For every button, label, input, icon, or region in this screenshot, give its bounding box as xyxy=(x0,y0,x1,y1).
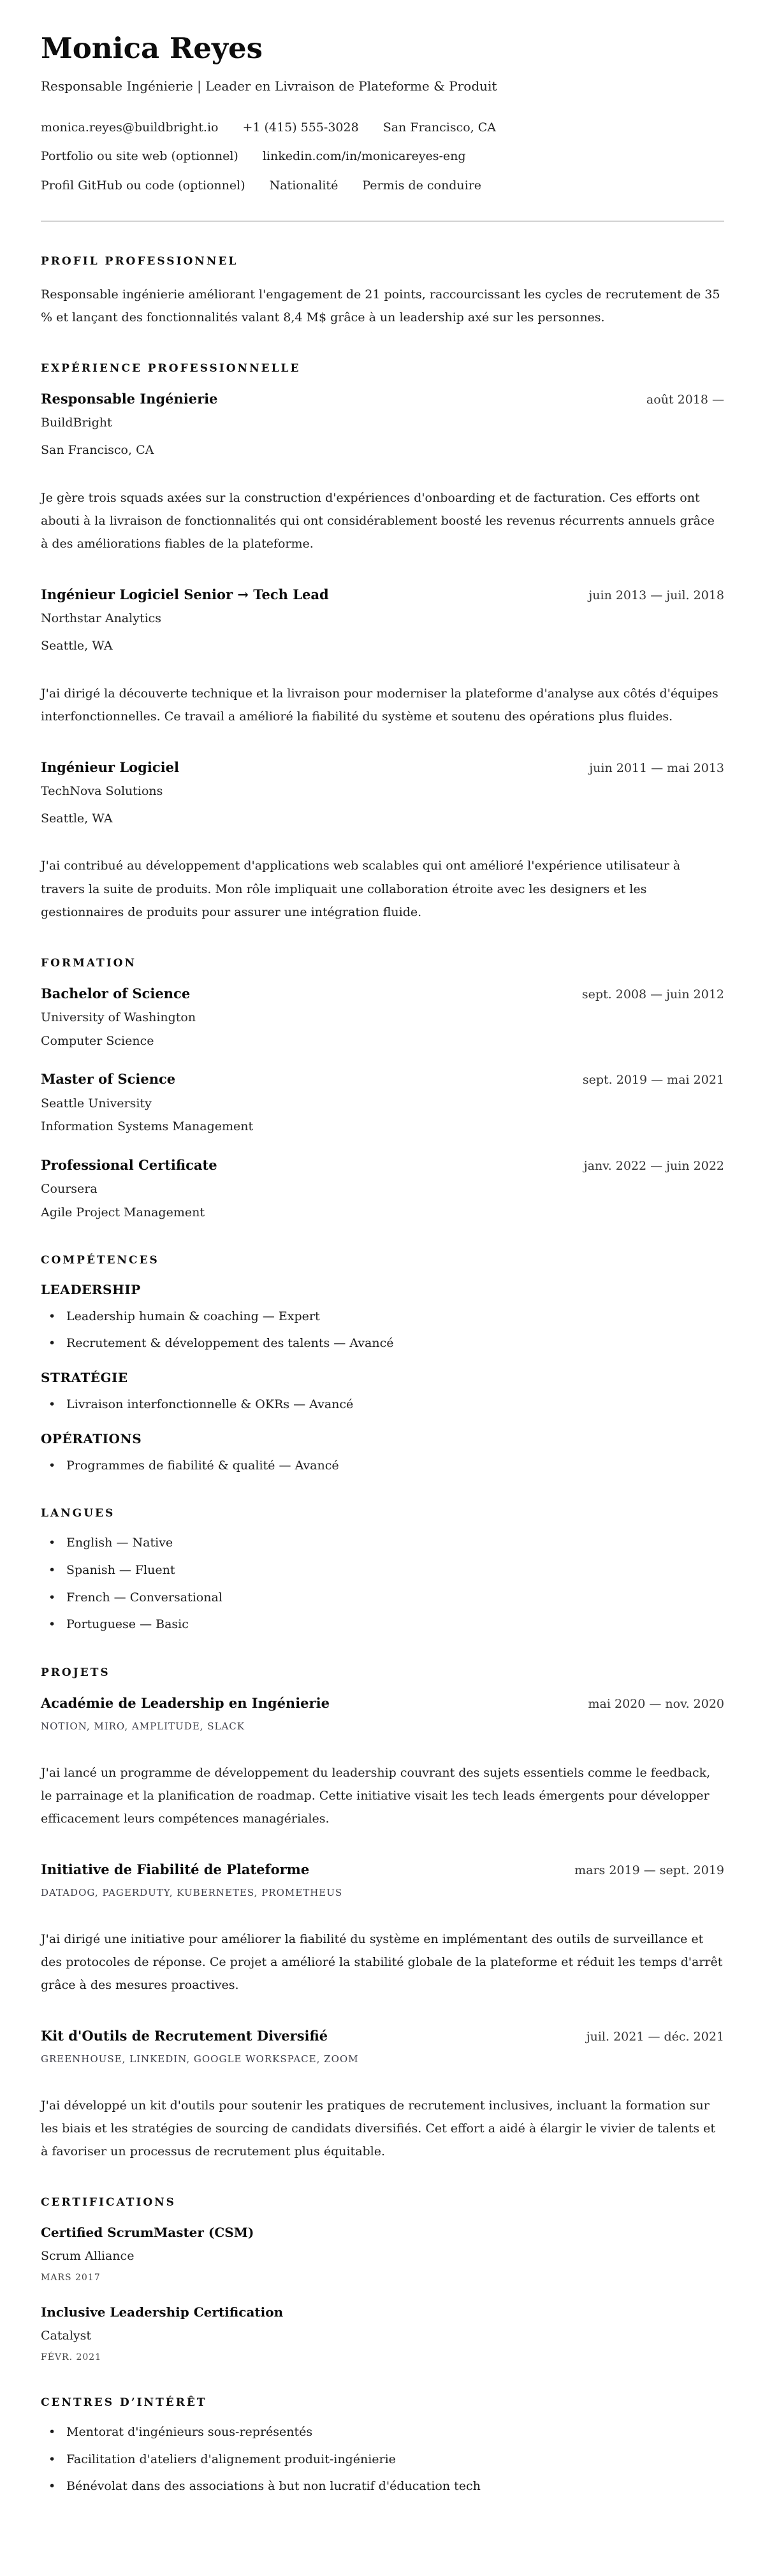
section-heading-projects: PROJETS xyxy=(41,1666,110,1679)
project-title: Académie de Leadership en Ingénierie xyxy=(41,1694,330,1711)
job-company: TechNova Solutions xyxy=(41,784,163,799)
experience-entry-head xyxy=(41,390,724,407)
language-item: • Portuguese — Basic xyxy=(41,1617,724,1633)
certification-date: FÉVR. 2021 xyxy=(41,2352,102,2362)
section-heading-profile: PROFIL PROFESSIONNEL xyxy=(41,254,238,268)
degree-dates: janv. 2022 — juin 2022 xyxy=(583,1159,724,1174)
school-name: University of Washington xyxy=(41,1010,196,1025)
education-entry-head xyxy=(41,985,724,1002)
section-profile xyxy=(41,255,724,329)
skill-item: • Livraison interfonctionnelle & OKRs — Avancé xyxy=(41,1397,724,1413)
job-title: Ingénieur Logiciel Senior → Tech Lead xyxy=(41,586,329,602)
contact-email: monica.reyes@buildbright.io xyxy=(41,120,219,135)
contact-row-3 xyxy=(41,178,724,194)
candidate-title: Responsable Ingénierie | Leader en Livraison de Plateforme & Produit xyxy=(41,78,497,94)
project-dates: juil. 2021 — déc. 2021 xyxy=(586,2030,724,2044)
section-heading-experience: EXPÉRIENCE PROFESSIONNELLE xyxy=(41,362,301,375)
experience-entry xyxy=(41,390,724,555)
education-entry-head xyxy=(41,1156,724,1174)
language-item: • Spanish — Fluent xyxy=(41,1562,724,1579)
degree-title: Bachelor of Science xyxy=(41,985,191,1001)
language-list xyxy=(41,1535,724,1633)
section-projects xyxy=(41,1666,724,2163)
school-name: Seattle University xyxy=(41,1096,152,1110)
certification-title: Certified ScrumMaster (CSM) xyxy=(41,2225,254,2241)
skill-item: • Leadership humain & coaching — Expert xyxy=(41,1309,724,1325)
skill-group-name: OPÉRATIONS xyxy=(41,1430,142,1446)
section-heading-interests: CENTRES D’INTÉRÊT xyxy=(41,2396,207,2409)
education-entry-head xyxy=(41,1070,724,1088)
project-description: J'ai dirigé une initiative pour améliorer la fiabilité du système en implémentant des outils de surveillance et des protocoles de réponse. Ce projet a amélioré la stabilité globale de la plateforme et réduit les temps d'arrêt grâce à des mesures proactives. xyxy=(41,1932,723,1992)
section-heading-languages: LANGUES xyxy=(41,1507,115,1520)
language-item: • French — Conversational xyxy=(41,1590,724,1606)
section-experience xyxy=(41,362,724,924)
education-entry xyxy=(41,1070,724,1135)
experience-entry xyxy=(41,586,724,728)
section-certifications xyxy=(41,2196,724,2363)
education-entry xyxy=(41,985,724,1049)
project-entry-head xyxy=(41,2027,724,2044)
project-tools: DATADOG, PAGERDUTY, KUBERNETES, PROMETHEUS xyxy=(41,1887,343,1899)
skill-item: • Programmes de fiabilité & qualité — Avancé xyxy=(41,1458,724,1474)
project-tools: NOTION, MIRO, AMPLITUDE, SLACK xyxy=(41,1721,245,1733)
project-entry-head xyxy=(41,1694,724,1712)
project-tools: GREENHOUSE, LINKEDIN, GOOGLE WORKSPACE, ZOOM xyxy=(41,2053,359,2065)
section-languages xyxy=(41,1507,724,1633)
skill-group-name: LEADERSHIP xyxy=(41,1281,141,1297)
project-entry xyxy=(41,2027,724,2163)
skill-group-leadership xyxy=(41,1282,724,1352)
job-company: BuildBright xyxy=(41,416,112,430)
candidate-name: Monica Reyes xyxy=(41,31,263,65)
certification-date: MARS 2017 xyxy=(41,2272,101,2283)
contact-github: Profil GitHub ou code (optionnel) xyxy=(41,178,245,193)
experience-entry xyxy=(41,759,724,924)
job-description: Je gère trois squads axées sur la construction d'expériences d'onboarding et de facturation. Ces efforts ont abouti à la livraison de fonctionnalités qui ont considérablement boosté les revenus récurrents annuels grâce à des améliorations fiables de la plateforme. xyxy=(41,490,715,551)
job-description: J'ai contribué au développement d'applications web scalables qui ont amélioré l'expérience utilisateur à travers la suite de produits. Mon rôle impliquait une collaboration étroite avec les designers et les gestionnaires de produits pour assurer une intégration fluide. xyxy=(41,859,681,919)
profile-summary: Responsable ingénierie améliorant l'engagement de 21 points, raccourcissant les cycles de recrutement de 35 % et lançant des fonctionnalités valant 8,4 M$ grâce à un leadership axé sur les personnes. xyxy=(41,287,720,324)
project-entry-head xyxy=(41,1861,724,1878)
certification-entry xyxy=(41,2224,724,2283)
skill-group-operations xyxy=(41,1431,724,1474)
section-interests xyxy=(41,2396,724,2495)
job-dates: juin 2011 — mai 2013 xyxy=(589,760,724,775)
skill-item: • Recrutement & développement des talents — Avancé xyxy=(41,1335,724,1352)
project-dates: mars 2019 — sept. 2019 xyxy=(574,1863,724,1877)
project-dates: mai 2020 — nov. 2020 xyxy=(588,1696,724,1711)
interest-item: • Facilitation d'ateliers d'alignement produit-ingénierie xyxy=(41,2452,724,2468)
field-of-study: Agile Project Management xyxy=(41,1205,205,1220)
project-title: Initiative de Fiabilité de Plateforme xyxy=(41,1861,310,1877)
section-heading-certifications: CERTIFICATIONS xyxy=(41,2196,176,2209)
field-of-study: Computer Science xyxy=(41,1033,154,1048)
contact-location: San Francisco, CA xyxy=(382,120,497,135)
skill-list xyxy=(41,1397,724,1413)
job-dates: août 2018 — xyxy=(646,393,724,407)
contact-linkedin: linkedin.com/in/monicareyes-eng xyxy=(262,149,466,164)
certification-issuer: Catalyst xyxy=(41,2329,92,2343)
job-location: Seattle, WA xyxy=(41,811,113,826)
resume-header xyxy=(41,32,724,194)
job-description: J'ai dirigé la découverte technique et la livraison pour moderniser la plateforme d'analyse aux côtés d'équipes interfonctionnelles. Ce travail a amélioré la fiabilité du système et soutenu des opérations plus fluides. xyxy=(41,686,718,724)
job-title: Responsable Ingénierie xyxy=(41,391,218,407)
degree-title: Master of Science xyxy=(41,1071,176,1088)
section-heading-education: FORMATION xyxy=(41,956,137,970)
interest-list xyxy=(41,2424,724,2495)
contact-row-1 xyxy=(41,120,724,136)
certification-entry xyxy=(41,2304,724,2363)
project-entry xyxy=(41,1694,724,1830)
contact-portfolio: Portfolio ou site web (optionnel) xyxy=(41,149,238,164)
contact-nationality: Nationalité xyxy=(269,178,339,193)
field-of-study: Information Systems Management xyxy=(41,1119,254,1134)
language-item: • English — Native xyxy=(41,1535,724,1552)
job-company: Northstar Analytics xyxy=(41,611,162,626)
header-divider xyxy=(41,221,724,222)
degree-dates: sept. 2008 — juin 2012 xyxy=(581,987,724,1001)
job-location: Seattle, WA xyxy=(41,638,113,653)
school-name: Coursera xyxy=(41,1182,98,1197)
section-skills xyxy=(41,1254,724,1474)
skill-group-strategy xyxy=(41,1370,724,1413)
contact-phone: +1 (415) 555-3028 xyxy=(242,120,359,135)
skill-list xyxy=(41,1458,724,1474)
skill-group-name: STRATÉGIE xyxy=(41,1370,128,1386)
contact-driving-license: Permis de conduire xyxy=(362,178,482,193)
education-entry xyxy=(41,1156,724,1221)
job-location: San Francisco, CA xyxy=(41,442,154,457)
experience-entry-head xyxy=(41,586,724,603)
degree-dates: sept. 2019 — mai 2021 xyxy=(582,1073,724,1088)
contact-row-2 xyxy=(41,149,724,164)
project-description: J'ai lancé un programme de développement du leadership couvrant des sujets essentiels comme le feedback, le parrainage et la planification de roadmap. Cette initiative visait les tech leads émergents pour développer efficacement leurs compétences managériales. xyxy=(41,1765,711,1826)
project-entry xyxy=(41,1861,724,1997)
experience-entry-head xyxy=(41,759,724,776)
project-description: J'ai développé un kit d'outils pour soutenir les pratiques de recrutement inclusives, incluant la formation sur les biais et les stratégies de sourcing de candidats diversifiés. Cet effort a aidé à élargir le vivier de talents et à favoriser un processus de recrutement plus équitable. xyxy=(41,2098,716,2159)
interest-item: • Bénévolat dans des associations à but non lucratif d'éducation tech xyxy=(41,2478,724,2495)
skill-list xyxy=(41,1309,724,1352)
certification-issuer: Scrum Alliance xyxy=(41,2249,135,2264)
project-title: Kit d'Outils de Recrutement Diversifié xyxy=(41,2028,328,2044)
degree-title: Professional Certificate xyxy=(41,1157,217,1174)
job-title: Ingénieur Logiciel xyxy=(41,759,179,775)
section-heading-skills: COMPÉTENCES xyxy=(41,1253,159,1267)
certification-title: Inclusive Leadership Certification xyxy=(41,2304,284,2320)
interest-item: • Mentorat d'ingénieurs sous-représentés xyxy=(41,2424,724,2441)
job-dates: juin 2013 — juil. 2018 xyxy=(588,588,724,602)
section-education xyxy=(41,957,724,1221)
